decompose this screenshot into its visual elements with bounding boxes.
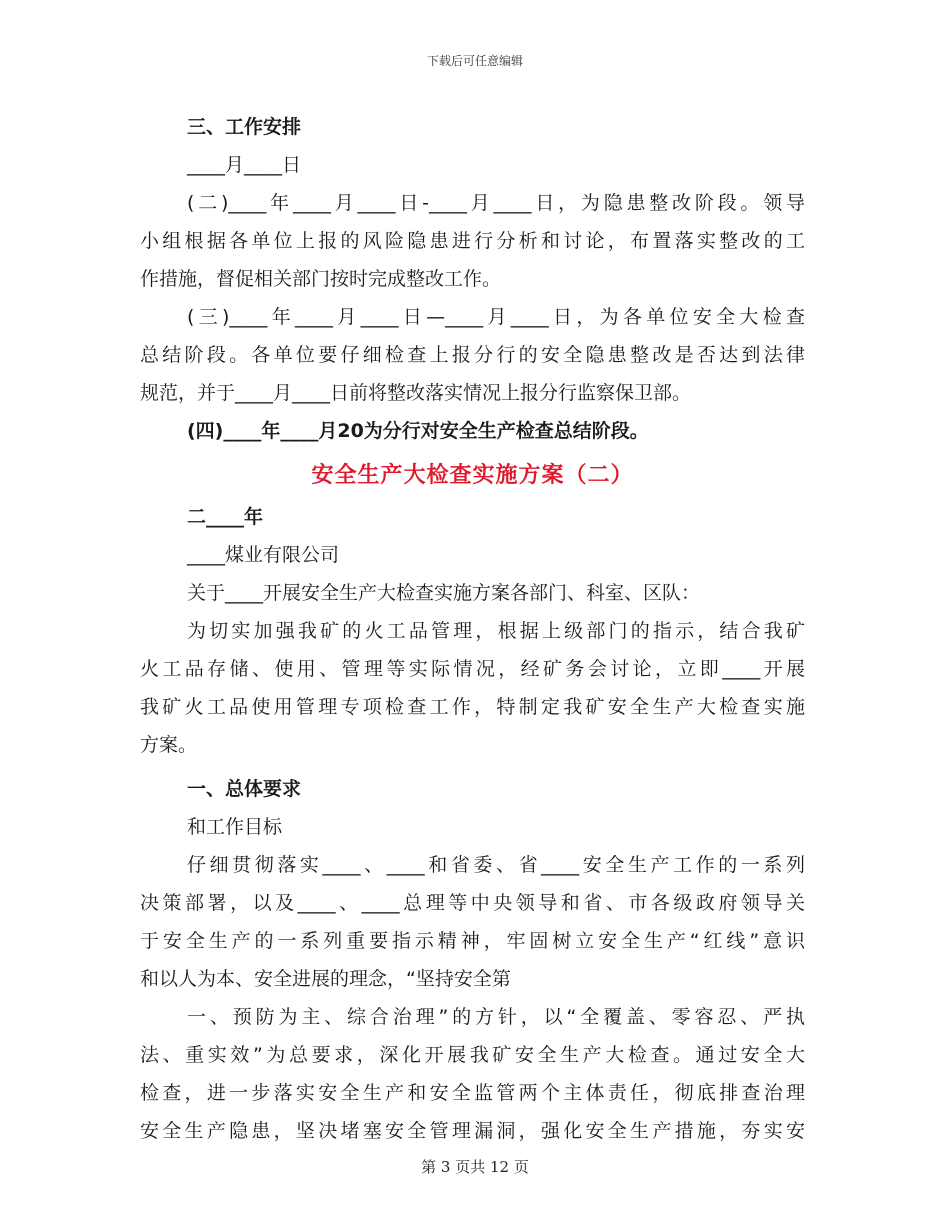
section-heading: 三、工作安排 — [187, 116, 302, 138]
paragraph-line: 仔细贯彻落实____、____和省委、省____安全生产工作的一系列 — [187, 854, 805, 876]
document-title: 安全生产大检查实施方案（二） — [311, 463, 634, 488]
paragraph-line: 决策部署，以及____、____总理等中央领导和省、市各级政府领导关 — [140, 892, 805, 914]
paragraph-line: ____煤业有限公司 — [187, 544, 340, 566]
document-body — [140, 108, 805, 1150]
paragraph-line: 总结阶段。各单位要仔细检查上报分行的安全隐患整改是否达到法律 — [140, 344, 805, 366]
paragraph-line: 小组根据各单位上报的风险隐患进行分析和讨论，布置落实整改的工 — [140, 230, 805, 252]
section-heading: 一、总体要求 — [187, 778, 302, 800]
paragraph-line-bold: (四)____年____月20为分行对安全生产检查总结阶段。 — [187, 420, 649, 442]
paragraph-line: 规范，并于____月____日前将整改落实情况上报分行监察保卫部。 — [140, 382, 692, 404]
section-heading: 二____年 — [187, 506, 264, 528]
paragraph-line: 和以人为本、安全进展的理念，“坚持安全第 — [140, 968, 511, 990]
paragraph-line: 安全生产隐患，坚决堵塞安全管理漏洞，强化安全生产措施，夯实安 — [140, 1120, 805, 1142]
paragraph-line: 关于____开展安全生产大检查实施方案各部门、科室、区队： — [187, 582, 701, 604]
paragraph-line: ____月____日 — [187, 154, 302, 176]
paragraph-line: 和工作目标 — [187, 816, 283, 838]
page-header: 下载后可任意编辑 — [426, 54, 523, 68]
paragraph-line: 火工品存储、使用、管理等实际情况，经矿务会讨论，立即____开展 — [140, 658, 805, 680]
page-footer: 第 3 页共 12 页 — [421, 1158, 529, 1176]
paragraph-line: 我矿火工品使用管理专项检查工作，特制定我矿安全生产大检查实施 — [140, 696, 805, 718]
paragraph-line: 一、预防为主、综合治理”的方针，以“全覆盖、零容忍、严执 — [187, 1006, 805, 1028]
paragraph-line: 为切实加强我矿的火工品管理，根据上级部门的指示，结合我矿 — [187, 620, 805, 642]
paragraph-line: 法、重实效”为总要求，深化开展我矿安全生产大检查。通过安全大 — [140, 1044, 805, 1066]
paragraph-line: (二)____年____月____日-____月____日，为隐患整改阶段。领导 — [187, 192, 805, 214]
paragraph-line: 方案。 — [140, 734, 198, 756]
paragraph-line: 于安全生产的一系列重要指示精神，牢固树立安全生产“红线”意识 — [140, 930, 805, 952]
paragraph-line: (三)____年____月____日—____月____日，为各单位安全大检查 — [187, 306, 805, 328]
paragraph-line: 作措施，督促相关部门按时完成整改工作。 — [140, 268, 502, 290]
paragraph-line: 检查，进一步落实安全生产和安全监管两个主体责任，彻底排查治理 — [140, 1082, 805, 1104]
